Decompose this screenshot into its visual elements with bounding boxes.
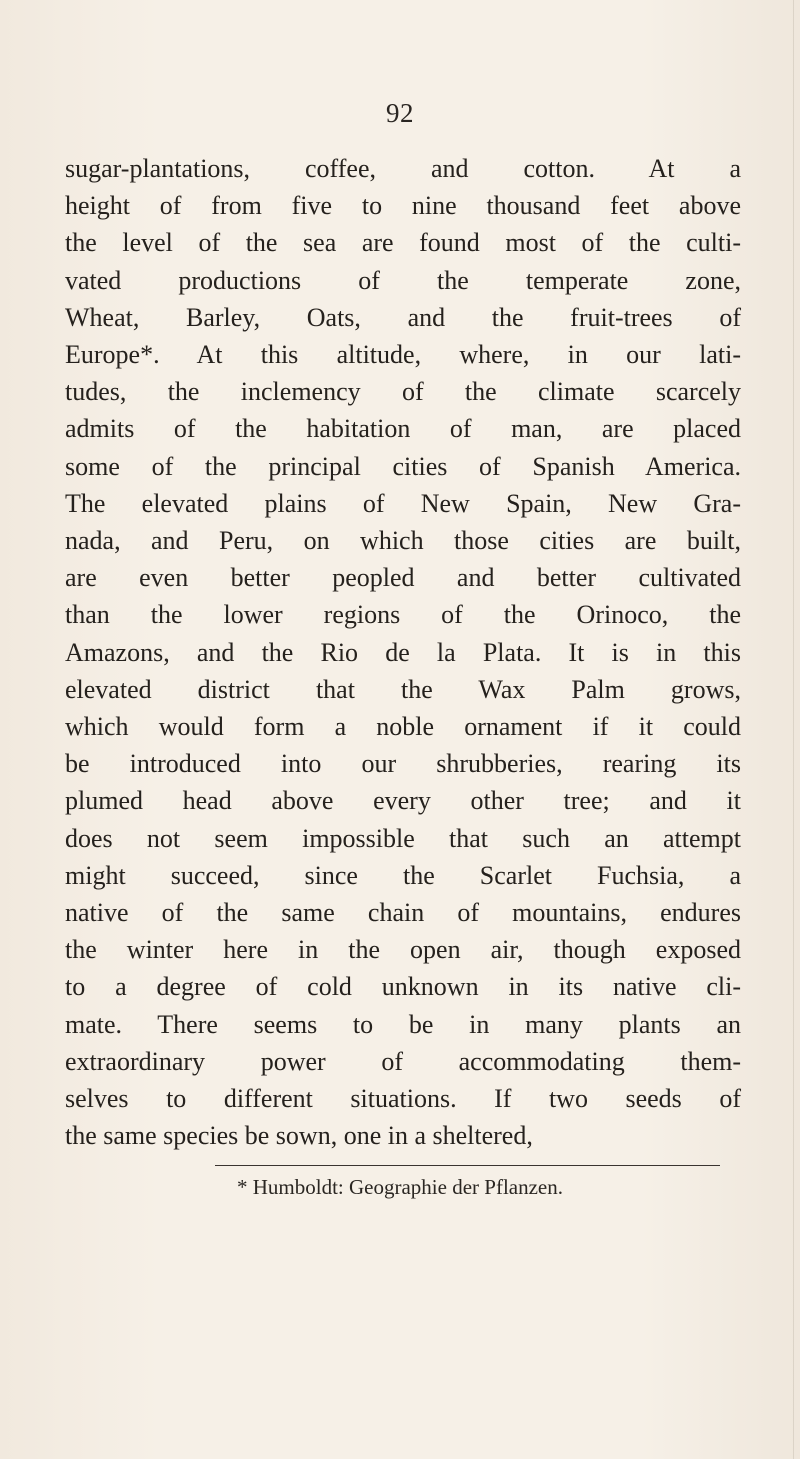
text-line: vated productions of the temperate zone,	[65, 265, 741, 295]
text-line: the winter here in the open air, though exposed	[65, 935, 741, 965]
text-line: plumed head above every other tree; and it	[65, 786, 741, 816]
text-line: sugar-plantations, coffee, and cotton. At a	[65, 154, 741, 183]
text-line: does not seem impossible that such an attempt	[65, 823, 741, 853]
text-line: are even better peopled and better cultivated	[65, 563, 741, 593]
page-edge	[793, 0, 794, 1459]
text-line: than the lower regions of the Orinoco, the	[65, 600, 741, 630]
text-line: some of the principal cities of Spanish America.	[65, 451, 741, 481]
text-line: to a degree of cold unknown in its native cli-	[65, 972, 741, 1002]
text-line: mate. There seems to be in many plants an	[65, 1009, 741, 1039]
text-line: Europe*. At this altitude, where, in our lati-	[65, 340, 741, 370]
text-line: The elevated plains of New Spain, New Gra-	[65, 488, 741, 518]
footnote: * Humboldt: Geographie der Pflanzen.	[237, 1175, 563, 1199]
text-line: the same species be sown, one in a sheltered,	[65, 1121, 533, 1151]
body-text	[65, 150, 741, 1154]
text-line: tudes, the inclemency of the climate scarcely	[65, 377, 741, 407]
text-line: Wheat, Barley, Oats, and the fruit-trees of	[65, 302, 741, 332]
text-line: might succeed, since the Scarlet Fuchsia, a	[65, 860, 741, 890]
page-number: 92	[386, 98, 414, 128]
text-line: extraordinary power of accommodating them-	[65, 1046, 741, 1076]
footnote-divider	[215, 1165, 720, 1166]
text-line: selves to different situations. If two seeds of	[65, 1084, 741, 1114]
text-line: which would form a noble ornament if it could	[65, 712, 741, 742]
text-line: be introduced into our shrubberies, rearing its	[65, 749, 741, 779]
text-line: admits of the habitation of man, are placed	[65, 414, 741, 444]
text-line: nada, and Peru, on which those cities are built,	[65, 526, 741, 556]
text-line: the level of the sea are found most of the culti-	[65, 228, 741, 258]
text-line: native of the same chain of mountains, endures	[65, 898, 741, 928]
text-line: height of from five to nine thousand feet above	[65, 191, 741, 221]
text-line: elevated district that the Wax Palm grows,	[65, 674, 741, 704]
text-line: Amazons, and the Rio de la Plata. It is in this	[65, 637, 741, 667]
